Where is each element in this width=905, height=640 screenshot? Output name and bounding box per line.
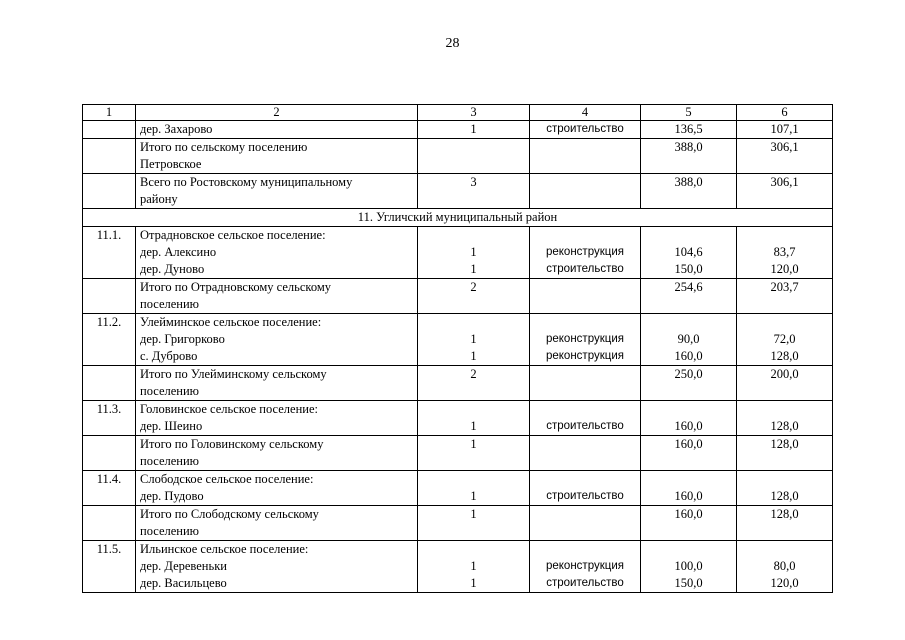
cell-line: дер. Пудово <box>140 489 204 503</box>
object-count: 1 <box>418 436 530 471</box>
row-name <box>136 541 418 593</box>
cell-line: 80,0 <box>773 559 796 573</box>
cell-line <box>645 541 732 558</box>
value-col5: 388,0 <box>641 174 737 209</box>
cell-line: 128,0 <box>770 489 799 503</box>
column-header: 2 <box>136 105 418 121</box>
cell-line <box>645 227 732 244</box>
work-type <box>530 506 641 541</box>
row-number: 11.5. <box>83 541 136 593</box>
cell-line: 100,0 <box>674 559 703 573</box>
work-type <box>530 471 641 506</box>
cell-line: 1 <box>470 489 477 503</box>
cell-line <box>645 471 732 488</box>
cell-line <box>422 541 525 558</box>
object-count: 3 <box>418 174 530 209</box>
column-header-row <box>83 105 833 121</box>
cell-line: Слободское сельское поселение: <box>140 472 314 486</box>
cell-line <box>422 227 525 244</box>
group-row <box>83 401 833 436</box>
cell-line: поселению <box>140 454 200 468</box>
value-col6 <box>737 471 833 506</box>
cell-line: 1 <box>470 349 477 363</box>
cell-line: 120,0 <box>770 576 799 590</box>
cell-line: с. Дуброво <box>140 349 198 363</box>
object-count: 1 <box>418 506 530 541</box>
value-col6: 128,0 <box>737 506 833 541</box>
cell-line: строительство <box>546 420 624 432</box>
cell-line <box>741 227 828 244</box>
total-row <box>83 436 833 471</box>
value-col5: 250,0 <box>641 366 737 401</box>
row-number <box>83 436 136 471</box>
object-count <box>418 541 530 593</box>
object-count <box>418 401 530 436</box>
work-type <box>530 401 641 436</box>
group-row <box>83 314 833 366</box>
work-type <box>530 279 641 314</box>
cell-line: 150,0 <box>674 576 703 590</box>
object-count <box>418 314 530 366</box>
cell-line: Улейминское сельское поселение: <box>140 315 322 329</box>
cell-line: Итого по Слободскому сельскому <box>140 507 319 521</box>
work-type <box>530 227 641 279</box>
cell-line: 83,7 <box>773 245 796 259</box>
total-row <box>83 279 833 314</box>
cell-line: Итого по Улейминскому сельскому <box>140 367 327 381</box>
cell-line: дер. Алексино <box>140 245 217 259</box>
row-number <box>83 506 136 541</box>
cell-line: 1 <box>470 262 477 276</box>
row-name <box>136 471 418 506</box>
value-col6: 203,7 <box>737 279 833 314</box>
section-title: 11. Угличский муниципальный район <box>83 209 833 227</box>
cell-line: поселению <box>140 524 200 538</box>
row-number: 11.4. <box>83 471 136 506</box>
cell-line: реконструкция <box>545 350 624 362</box>
value-col5 <box>641 314 737 366</box>
cell-line: 1 <box>470 559 477 573</box>
object-count <box>418 139 530 174</box>
work-type <box>530 366 641 401</box>
group-row <box>83 541 833 593</box>
cell-line: 90,0 <box>677 332 700 346</box>
cell-line: 160,0 <box>674 419 703 433</box>
cell-line <box>645 314 732 331</box>
cell-line <box>422 401 525 418</box>
object-count: 1 <box>418 121 530 139</box>
cell-line: дер. Дуново <box>140 262 205 276</box>
cell-line: дер. Григорково <box>140 332 225 346</box>
cell-line: 1 <box>470 245 477 259</box>
row-name <box>136 279 418 314</box>
value-col6 <box>737 314 833 366</box>
total-row <box>83 174 833 209</box>
section-row <box>83 209 833 227</box>
value-col5 <box>641 471 737 506</box>
work-type <box>530 541 641 593</box>
object-count <box>418 471 530 506</box>
row-number: 11.2. <box>83 314 136 366</box>
row-name <box>136 314 418 366</box>
row-number <box>83 279 136 314</box>
work-type <box>530 314 641 366</box>
object-count: 2 <box>418 366 530 401</box>
total-row <box>83 366 833 401</box>
cell-line: Ильинское сельское поселение: <box>140 542 309 556</box>
row-number <box>83 139 136 174</box>
cell-line: 120,0 <box>770 262 799 276</box>
cell-line: 160,0 <box>674 349 703 363</box>
cell-line: 1 <box>470 576 477 590</box>
total-row <box>83 139 833 174</box>
cell-line: дер. Васильцево <box>140 576 227 590</box>
row-name <box>136 436 418 471</box>
cell-line: Итого по Отрадновскому сельскому <box>140 280 332 294</box>
cell-line: 128,0 <box>770 349 799 363</box>
cell-line: Итого по сельскому поселению <box>140 140 308 154</box>
value-col6: 306,1 <box>737 174 833 209</box>
cell-line: Петровское <box>140 157 202 171</box>
row-name <box>136 401 418 436</box>
object-count: 2 <box>418 279 530 314</box>
cell-line: поселению <box>140 384 200 398</box>
cell-line: 104,6 <box>674 245 703 259</box>
cell-line: Отрадновское сельское поселение: <box>140 228 326 242</box>
cell-line <box>534 541 636 558</box>
cell-line <box>741 401 828 418</box>
cell-line <box>422 314 525 331</box>
row-number <box>83 174 136 209</box>
column-header: 6 <box>737 105 833 121</box>
column-header: 5 <box>641 105 737 121</box>
cell-line: 150,0 <box>674 262 703 276</box>
value-col5: 160,0 <box>641 506 737 541</box>
cell-line: поселению <box>140 297 200 311</box>
value-col5: 388,0 <box>641 139 737 174</box>
value-col5: 254,6 <box>641 279 737 314</box>
cell-line <box>534 401 636 418</box>
cell-line: Головинское сельское поселение: <box>140 402 318 416</box>
cell-line: 160,0 <box>674 489 703 503</box>
cell-line <box>741 314 828 331</box>
cell-line: реконструкция <box>545 333 624 345</box>
row-name: дер. Захарово <box>136 121 418 139</box>
group-row <box>83 471 833 506</box>
value-col6 <box>737 227 833 279</box>
cell-line: 1 <box>470 419 477 433</box>
cell-line <box>534 227 636 244</box>
work-type <box>530 436 641 471</box>
row-number: 11.3. <box>83 401 136 436</box>
work-type <box>530 139 641 174</box>
object-count <box>418 227 530 279</box>
value-col5: 160,0 <box>641 436 737 471</box>
cell-line: району <box>140 192 178 206</box>
row-name <box>136 227 418 279</box>
value-col5 <box>641 541 737 593</box>
row-name <box>136 506 418 541</box>
value-col6: 306,1 <box>737 139 833 174</box>
cell-line: 128,0 <box>770 419 799 433</box>
row-number <box>83 121 136 139</box>
cell-line: строительство <box>546 263 624 275</box>
column-header: 4 <box>530 105 641 121</box>
row-number: 11.1. <box>83 227 136 279</box>
column-header: 1 <box>83 105 136 121</box>
value-col6: 200,0 <box>737 366 833 401</box>
cell-line: реконструкция <box>545 560 624 572</box>
cell-line: Всего по Ростовскому муниципальному <box>140 175 353 189</box>
value-col6: 128,0 <box>737 436 833 471</box>
row-number <box>83 366 136 401</box>
cell-line <box>534 471 636 488</box>
cell-line: 1 <box>470 332 477 346</box>
value-col5 <box>641 401 737 436</box>
total-row <box>83 506 833 541</box>
value-col6 <box>737 401 833 436</box>
cell-line <box>534 314 636 331</box>
cell-line <box>645 401 732 418</box>
cell-line: дер. Деревеньки <box>140 559 227 573</box>
cell-line: дер. Шеино <box>140 419 203 433</box>
work-type: строительство <box>530 121 641 139</box>
cell-line: 72,0 <box>773 332 796 346</box>
work-type <box>530 174 641 209</box>
cell-line <box>741 541 828 558</box>
value-col5 <box>641 227 737 279</box>
page-number: 28 <box>445 36 460 51</box>
cell-line: строительство <box>546 577 624 589</box>
value-col6: 107,1 <box>737 121 833 139</box>
group-row <box>83 227 833 279</box>
value-col6 <box>737 541 833 593</box>
row-name <box>136 139 418 174</box>
cell-line: строительство <box>546 490 624 502</box>
column-header: 3 <box>418 105 530 121</box>
cell-line <box>422 471 525 488</box>
row-name <box>136 366 418 401</box>
cell-line: Итого по Головинскому сельскому <box>140 437 324 451</box>
cell-line: реконструкция <box>545 246 624 258</box>
value-col5: 136,5 <box>641 121 737 139</box>
data-table <box>82 104 833 593</box>
table-row <box>83 121 833 139</box>
cell-line <box>741 471 828 488</box>
row-name <box>136 174 418 209</box>
